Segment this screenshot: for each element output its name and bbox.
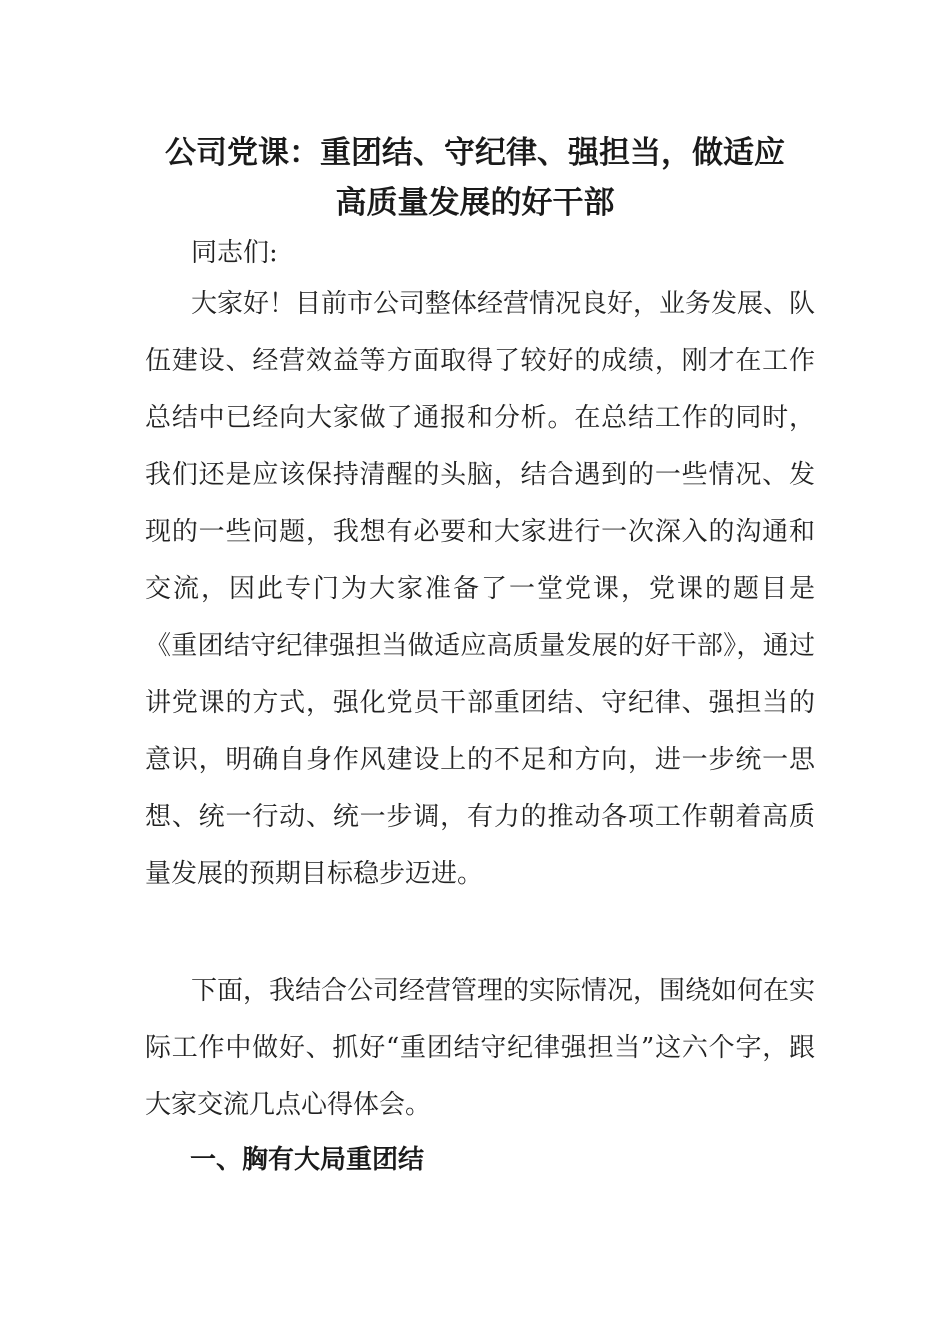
document-title-line-1: 公司党课：重团结、守纪律、强担当，做适应: [165, 135, 785, 171]
section-heading-1: 一、胸有大局重团结: [190, 1145, 425, 1175]
document-title-line-2: 高质量发展的好干部: [335, 185, 615, 221]
paragraph-intro: 大家好！目前市公司整体经营情况良好，业务发展、队伍建设、经营效益等方面取得了较好的成绩，刚才在工作总结中已经向大家做了通报和分析。在总结工作的同时，我们还是应该保持清醒的头脑，结合遇到的一些情况、发现的一些问题，我想有必要和大家进行一次深入的沟通和交流，因此专门为大家准备了一堂党课，党课的题目是《重团结守纪律强担当做适应高质量发展的好干部》，通过讲党课的方式，强化党员干部重团结、守纪律、强担当的意识，明确自身作风建设上的不足和方向，进一步统一思想、统一行动、统一步调，有力的推动各项工作朝着高质量发展的预期目标稳步迈进。: [145, 289, 816, 889]
greeting: 同志们:: [191, 238, 278, 268]
paragraph-outline: 下面，我结合公司经营管理的实际情况，围绕如何在实际工作中做好、抓好“重团结守纪律强担当”这六个字，跟大家交流几点心得体会。: [145, 976, 816, 1120]
